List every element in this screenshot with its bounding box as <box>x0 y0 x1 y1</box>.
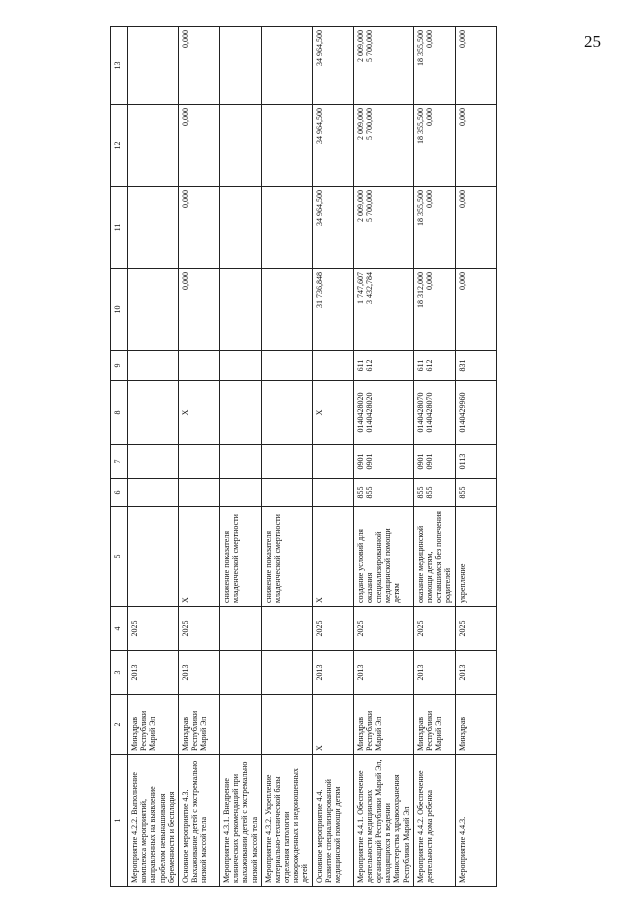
header-cell: 6 <box>111 479 128 507</box>
header-cell: 5 <box>111 507 128 607</box>
table-body <box>128 27 497 887</box>
table-cell-c11: 2 009,000 5 700,000 <box>353 187 413 269</box>
table-cell-c12: 2 009,000 5 700,000 <box>353 105 413 187</box>
table-cell-c12: 18 355,500 0,000 <box>413 105 455 187</box>
table-cell-c13 <box>219 27 261 105</box>
table-cell-c7 <box>128 445 179 479</box>
table-cell-c12: 0,000 <box>455 105 496 187</box>
table-cell-c8: 0140428020 0140428020 <box>353 381 413 445</box>
table-cell-c4 <box>219 607 261 651</box>
table-cell-c7 <box>219 445 261 479</box>
table-cell-c7: 0901 0901 <box>413 445 455 479</box>
table-cell-c5: снижение показателя младенческой смертности <box>261 507 312 607</box>
table-cell-c4: 2025 <box>455 607 496 651</box>
table-cell-c10 <box>261 269 312 351</box>
table-cell-c13: 34 964,500 <box>312 27 353 105</box>
table-cell-c9: 611 612 <box>413 351 455 381</box>
table-cell-c12 <box>128 105 179 187</box>
table-cell-c5: X <box>178 507 219 607</box>
table-cell-c3 <box>261 651 312 695</box>
table-cell-c10 <box>128 269 179 351</box>
table-cell-c13 <box>261 27 312 105</box>
table-cell-c5: укрепление <box>455 507 496 607</box>
table-cell-c12 <box>261 105 312 187</box>
table-cell-c11: 34 964,500 <box>312 187 353 269</box>
table-cell-c4 <box>261 607 312 651</box>
header-row <box>111 27 128 887</box>
table-cell-c8: 0140429960 <box>455 381 496 445</box>
table-row <box>455 27 496 887</box>
header-cell: 1 <box>111 755 128 887</box>
table-cell-c2: Минздрав <box>455 695 496 755</box>
table-cell-c11: 18 355,500 0,000 <box>413 187 455 269</box>
table-cell-c13: 0,000 <box>178 27 219 105</box>
header-cell: 13 <box>111 27 128 105</box>
table-row <box>219 27 261 887</box>
table-cell-c2 <box>261 695 312 755</box>
table-cell-c2: Минздрав Республики Марий Эл <box>353 695 413 755</box>
table-row <box>353 27 413 887</box>
header-cell: 10 <box>111 269 128 351</box>
table-cell-c6 <box>128 479 179 507</box>
table-cell-c7 <box>178 445 219 479</box>
table-cell-c3: 2013 <box>353 651 413 695</box>
table-cell-c11: 0,000 <box>455 187 496 269</box>
header-cell: 9 <box>111 351 128 381</box>
table-row <box>178 27 219 887</box>
table-cell-c1: Мероприятие 4.3.1. Внедрение клинических рекомендаций при выхаживании детей с экстремально низкой массой тела <box>219 755 261 887</box>
table-cell-c4: 2025 <box>312 607 353 651</box>
table-cell-c10: 1 747,607 3 432,784 <box>353 269 413 351</box>
table-cell-c9 <box>261 351 312 381</box>
table-cell-c9: 611 612 <box>353 351 413 381</box>
table-cell-c6: 855 855 <box>353 479 413 507</box>
table-row <box>128 27 179 887</box>
table-row <box>261 27 312 887</box>
table-cell-c4: 2025 <box>353 607 413 651</box>
table-cell-c7: 0901 0901 <box>353 445 413 479</box>
table-cell-c6 <box>178 479 219 507</box>
table-cell-c13: 2 009,000 5 700,000 <box>353 27 413 105</box>
table-row <box>312 27 353 887</box>
header-cell: 3 <box>111 651 128 695</box>
table-cell-c6 <box>219 479 261 507</box>
table-cell-c9 <box>312 351 353 381</box>
table-cell-c1: Мероприятие 4.4.1. Обеспечение деятельности медицинских организаций Республики Марий Эл, находящихся в ведении Министерства здравоохранения Республики Марий Эл <box>353 755 413 887</box>
table-cell-c6: 855 855 <box>413 479 455 507</box>
table-row <box>413 27 455 887</box>
header-cell: 7 <box>111 445 128 479</box>
table-cell-c13: 0,000 <box>455 27 496 105</box>
table-cell-c3: 2013 <box>413 651 455 695</box>
table-cell-c4: 2025 <box>128 607 179 651</box>
table-cell-c1: Мероприятие 4.2.2. Выполнение комплекса мероприятий, направленных на выявление пробелом невынашивания беременности и бесплодия <box>128 755 179 887</box>
table-cell-c10: 0,000 <box>455 269 496 351</box>
table-cell-c6 <box>261 479 312 507</box>
table-cell-c2 <box>219 695 261 755</box>
header-cell: 4 <box>111 607 128 651</box>
table-cell-c6 <box>312 479 353 507</box>
table-cell-c10 <box>219 269 261 351</box>
table-cell-c10: 18 312,000 0,000 <box>413 269 455 351</box>
table-cell-c8 <box>219 381 261 445</box>
table-cell-c8 <box>128 381 179 445</box>
table-cell-c2: Минздрав Республики Марий Эл <box>128 695 179 755</box>
table-cell-c10: 0,000 <box>178 269 219 351</box>
table-cell-c4: 2025 <box>178 607 219 651</box>
table-cell-c9 <box>178 351 219 381</box>
table-cell-c2: Минздрав Республики Марий Эл <box>178 695 219 755</box>
table-cell-c7 <box>261 445 312 479</box>
table-cell-c9: 831 <box>455 351 496 381</box>
table-cell-c11: 0,000 <box>178 187 219 269</box>
table-cell-c5 <box>128 507 179 607</box>
table-cell-c7: 0113 <box>455 445 496 479</box>
page-number: 25 <box>584 32 601 51</box>
table-cell-c1: Основное мероприятие 4.4. Развитие специализированной медицинской помощи детям <box>312 755 353 887</box>
header-cell: 8 <box>111 381 128 445</box>
table-cell-c11 <box>219 187 261 269</box>
table-cell-c1: Мероприятие 4.4.2. Обеспечение деятельности дома ребенка <box>413 755 455 887</box>
table-cell-c5: X <box>312 507 353 607</box>
table-cell-c9 <box>219 351 261 381</box>
table-cell-c3 <box>219 651 261 695</box>
table-cell-c11 <box>261 187 312 269</box>
table-cell-c12: 0,000 <box>178 105 219 187</box>
header-cell: 12 <box>111 105 128 187</box>
table-cell-c8: X <box>312 381 353 445</box>
table-cell-c6: 855 <box>455 479 496 507</box>
table-cell-c13: 18 355,500 0,000 <box>413 27 455 105</box>
table-cell-c13 <box>128 27 179 105</box>
table-cell-c9 <box>128 351 179 381</box>
table-cell-c10: 31 736,848 <box>312 269 353 351</box>
table-cell-c1: Мероприятие 4.3.2. Укрепление материально-технической базы отделения патологии новорожденных и недоношенных детей <box>261 755 312 887</box>
table-cell-c12: 34 964,500 <box>312 105 353 187</box>
header-cell: 11 <box>111 187 128 269</box>
table-cell-c12 <box>219 105 261 187</box>
table-cell-c8: X <box>178 381 219 445</box>
table-cell-c8 <box>261 381 312 445</box>
table-cell-c8: 0140428070 0140428070 <box>413 381 455 445</box>
table-cell-c3: 2013 <box>128 651 179 695</box>
table-cell-c1: Основное мероприятие 4.3. Выхаживание детей с экстремально низкой массой тела <box>178 755 219 887</box>
table-cell-c5: снижение показателя младенческой смертности <box>219 507 261 607</box>
table-cell-c2: Минздрав Республики Марий Эл <box>413 695 455 755</box>
table-cell-c5: создание условий для оказания специализированной медицинской помощи детям <box>353 507 413 607</box>
header-cell: 2 <box>111 695 128 755</box>
table-cell-c4: 2025 <box>413 607 455 651</box>
program-table <box>110 26 497 887</box>
table-cell-c2: X <box>312 695 353 755</box>
table-cell-c11 <box>128 187 179 269</box>
table-cell-c7 <box>312 445 353 479</box>
table-cell-c3: 2013 <box>312 651 353 695</box>
table-cell-c3: 2013 <box>178 651 219 695</box>
table-cell-c1: Мероприятие 4.4.3. <box>455 755 496 887</box>
table-cell-c3: 2013 <box>455 651 496 695</box>
table-cell-c5: оказание медицинской помощи детям, оставшимся без попечения родителей <box>413 507 455 607</box>
